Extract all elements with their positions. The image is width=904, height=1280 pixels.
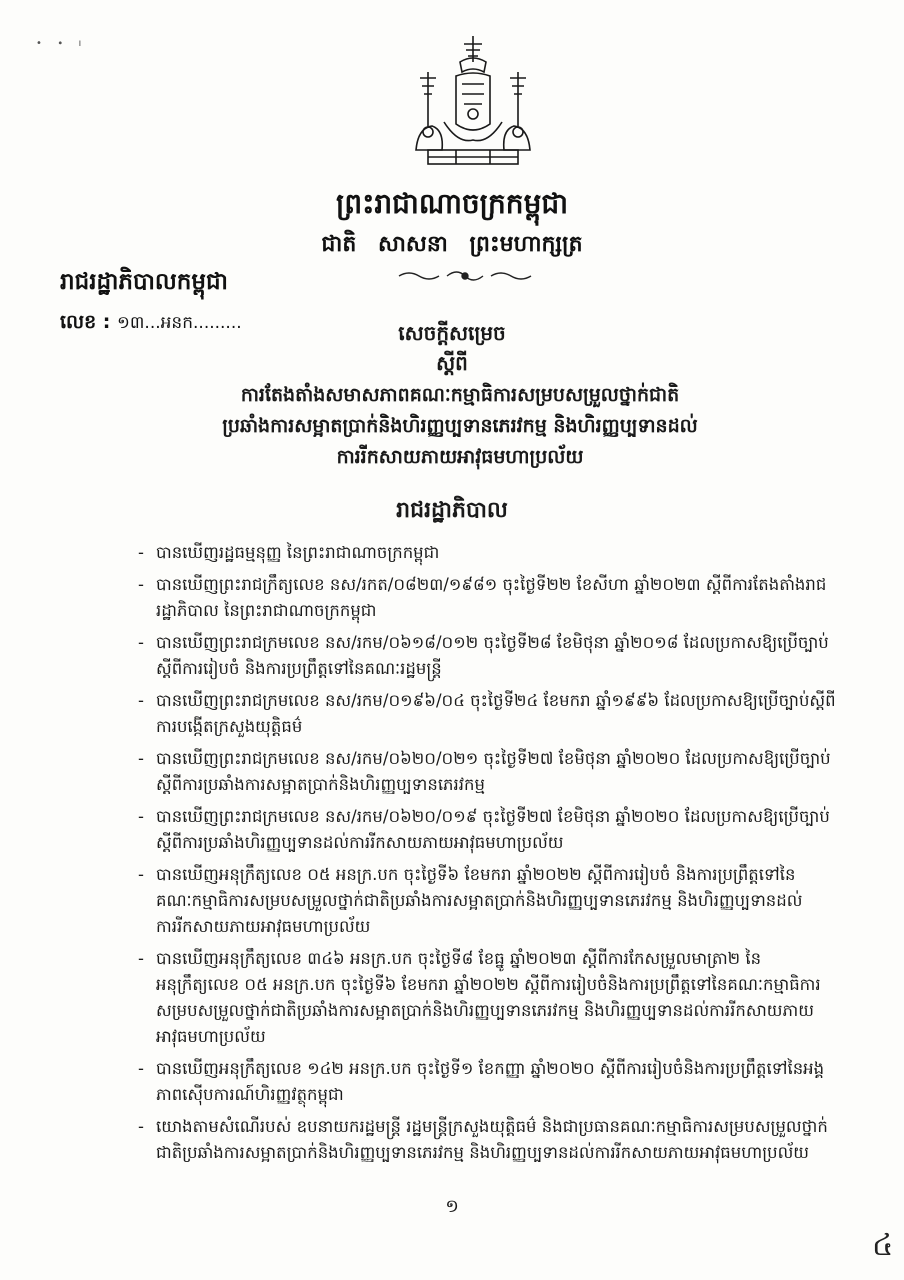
list-item bbox=[140, 572, 840, 624]
national-motto: ជាតិ សាសនា ព្រះមហាក្សត្រ bbox=[321, 232, 583, 257]
legal-basis-list bbox=[140, 540, 840, 1172]
document-type: សេចក្ដីសម្រេច bbox=[398, 321, 506, 345]
list-item bbox=[140, 688, 840, 740]
bullet-dash: - bbox=[138, 865, 144, 884]
list-item-text: បានឃើញអនុក្រឹត្យលេខ ០៥ អនក្រ.បក ចុះថ្ងៃទី៦ ខែមករា ឆ្នាំ២០២២ ស្ដីពីការរៀបចំ និងការប្រព្រឹត្តទៅនៃគណៈកម្មាធិការសម្របសម្រួលថ្នាក់ជាតិប្រឆាំងការសម្អាតប្រាក់និងហិរញ្ញប្បទានភេរវកម្ម និងហិរញ្ញប្បទានដល់ការរីកសាយភាយអាវុធមហាប្រល័យ bbox=[156, 865, 803, 936]
list-item-text: បានឃើញអនុក្រឹត្យលេខ ១៤២ អនក្រ.បក ចុះថ្ងៃទី១ ខែកញ្ញា ឆ្នាំ២០២០ ស្ដីពីការរៀបចំនិងការប្រព្រឹត្តទៅនៃអង្គភាពស៊ើបការណ៍ហិរញ្ញវត្ថុកម្ពុជា bbox=[156, 1059, 825, 1104]
royal-emblem-icon bbox=[398, 32, 548, 182]
list-item-text: បានឃើញរដ្ឋធម្មនុញ្ញ នៃព្រះរាជាណាចក្រកម្ពុជា bbox=[156, 543, 440, 562]
list-item-text: បានឃើញព្រះរាជក្រមលេខ នស/រកម/០៦២០/០១៩ ចុះថ្ងៃទី២៧ ខែមិថុនា ឆ្នាំ២០២០ ដែលប្រកាសឱ្យប្រើច្បាប់ស្ដីពីការប្រឆាំងហិរញ្ញប្បទានដល់ការរីកសាយភាយអាវុធមហាប្រល័យ bbox=[156, 807, 830, 852]
list-item-text: បានឃើញព្រះរាជក្រឹត្យលេខ នស/រកត/០៨២៣/១៩៨១ ចុះថ្ងៃទី២២ ខែសីហា ឆ្នាំ២០២៣ ស្ដីពីការតែងតាំងរាជរដ្ឋាភិបាល នៃព្រះរាជាណាចក្រកម្ពុជា bbox=[156, 575, 827, 620]
subject-line: ការតែងតាំងសមាសភាពគណៈកម្មាធិការសម្របសម្រួលថ្នាក់ជាតិ bbox=[240, 384, 680, 406]
list-item bbox=[140, 540, 840, 566]
bullet-dash: - bbox=[138, 807, 144, 826]
bullet-dash: - bbox=[138, 749, 144, 768]
list-item bbox=[140, 946, 840, 1050]
list-item-text: បានឃើញព្រះរាជក្រមលេខ នស/រកម/០១៩៦/០៤ ចុះថ្ងៃទី២៤ ខែមករា ឆ្នាំ១៩៩៦ ដែលប្រកាសឱ្យប្រើច្បាប់ស្ដីពីការបង្កើតក្រសួងយុត្តិធម៌ bbox=[156, 691, 836, 736]
list-item-text: បានឃើញព្រះរាជក្រមលេខ នស/រកម/០៦២០/០២១ ចុះថ្ងៃទី២៧ ខែមិថុនា ឆ្នាំ២០២០ ដែលប្រកាសឱ្យប្រើច្បាប់ស្ដីពីការប្រឆាំងការសម្អាតប្រាក់និងហិរញ្ញប្បទានភេរវកម្ម bbox=[156, 749, 831, 794]
document-subject bbox=[130, 380, 790, 473]
subject-line: ប្រឆាំងការសម្អាតប្រាក់និងហិរញ្ញប្បទានភេរវកម្ម និងហិរញ្ញប្បទានដល់ bbox=[222, 415, 698, 437]
list-item-text: បានឃើញព្រះរាជក្រមលេខ នស/រកម/០៦១៨/០១២ ចុះថ្ងៃទី២៨ ខែមិថុនា ឆ្នាំ២០១៨ ដែលប្រកាសឱ្យប្រើច្បាប់ស្ដីពីការរៀបចំ និងការប្រព្រឹត្តទៅនៃគណៈរដ្ឋមន្ត្រី bbox=[156, 633, 829, 678]
list-item bbox=[140, 746, 840, 798]
list-item bbox=[140, 1056, 840, 1108]
margin-initial-mark: ៤ bbox=[872, 1228, 894, 1263]
bullet-dash: - bbox=[138, 1117, 144, 1136]
kingdom-heading: ព្រះរាជាណាចក្រកម្ពុជា bbox=[335, 187, 568, 220]
bullet-dash: - bbox=[138, 633, 144, 652]
list-item bbox=[140, 804, 840, 856]
list-item-text: យោងតាមសំណើរបស់ ឧបនាយករដ្ឋមន្ត្រី រដ្ឋមន្ត្រីក្រសួងយុត្តិធម៌ និងជាប្រធានគណៈកម្មាធិការសម្របសម្រួលថ្នាក់ជាតិប្រឆាំងការសម្អាតប្រាក់និងហិរញ្ញប្បទានភេរវកម្ម និងហិរញ្ញប្បទានដល់ការរីកសាយភាយអាវុធមហាប្រល័យ bbox=[156, 1117, 828, 1162]
page-number: ១ bbox=[445, 1196, 459, 1217]
reference-number-value: ១៣...អនក......... bbox=[117, 313, 242, 333]
scan-specks: • ∙ ı bbox=[36, 38, 88, 49]
list-item bbox=[140, 1114, 840, 1166]
bullet-dash: - bbox=[138, 691, 144, 710]
list-item-text: បានឃើញអនុក្រឹត្យលេខ ៣៤៦ អនក្រ.បក ចុះថ្ងៃទី៨ ខែធ្នូ ឆ្នាំ២០២៣ ស្ដីពីការកែសម្រួលមាត្រា២ នៃអនុក្រឹត្យលេខ ០៥ អនក្រ.បក ចុះថ្ងៃទី៦ ខែមករា ឆ្នាំ២០២២ ស្ដីពីការរៀបចំនិងការប្រព្រឹត្តទៅនៃគណៈកម្មាធិការសម្របសម្រួលថ្នាក់ជាតិប្រឆាំងការសម្អាតប្រាក់និងហិរញ្ញប្បទានភេរវកម្ម និងហិរញ្ញប្បទានដល់ការរីកសាយភាយអាវុធមហាប្រល័យ bbox=[156, 949, 821, 1046]
reference-number-label: លេខ : bbox=[60, 311, 111, 333]
bullet-dash: - bbox=[138, 1059, 144, 1078]
bullet-dash: - bbox=[138, 575, 144, 594]
bullet-dash: - bbox=[138, 543, 144, 562]
issuer-heading: រាជរដ្ឋាភិបាល bbox=[396, 498, 508, 523]
list-item bbox=[140, 630, 840, 682]
bullet-dash: - bbox=[138, 949, 144, 968]
concerning-label: ស្ដីពី bbox=[436, 351, 468, 375]
list-item bbox=[140, 862, 840, 940]
ornament-divider-icon bbox=[395, 268, 535, 284]
issuing-government: រាជរដ្ឋាភិបាលកម្ពុជា bbox=[60, 269, 228, 295]
subject-line: ការរីកសាយភាយអាវុធមហាប្រល័យ bbox=[336, 446, 584, 468]
